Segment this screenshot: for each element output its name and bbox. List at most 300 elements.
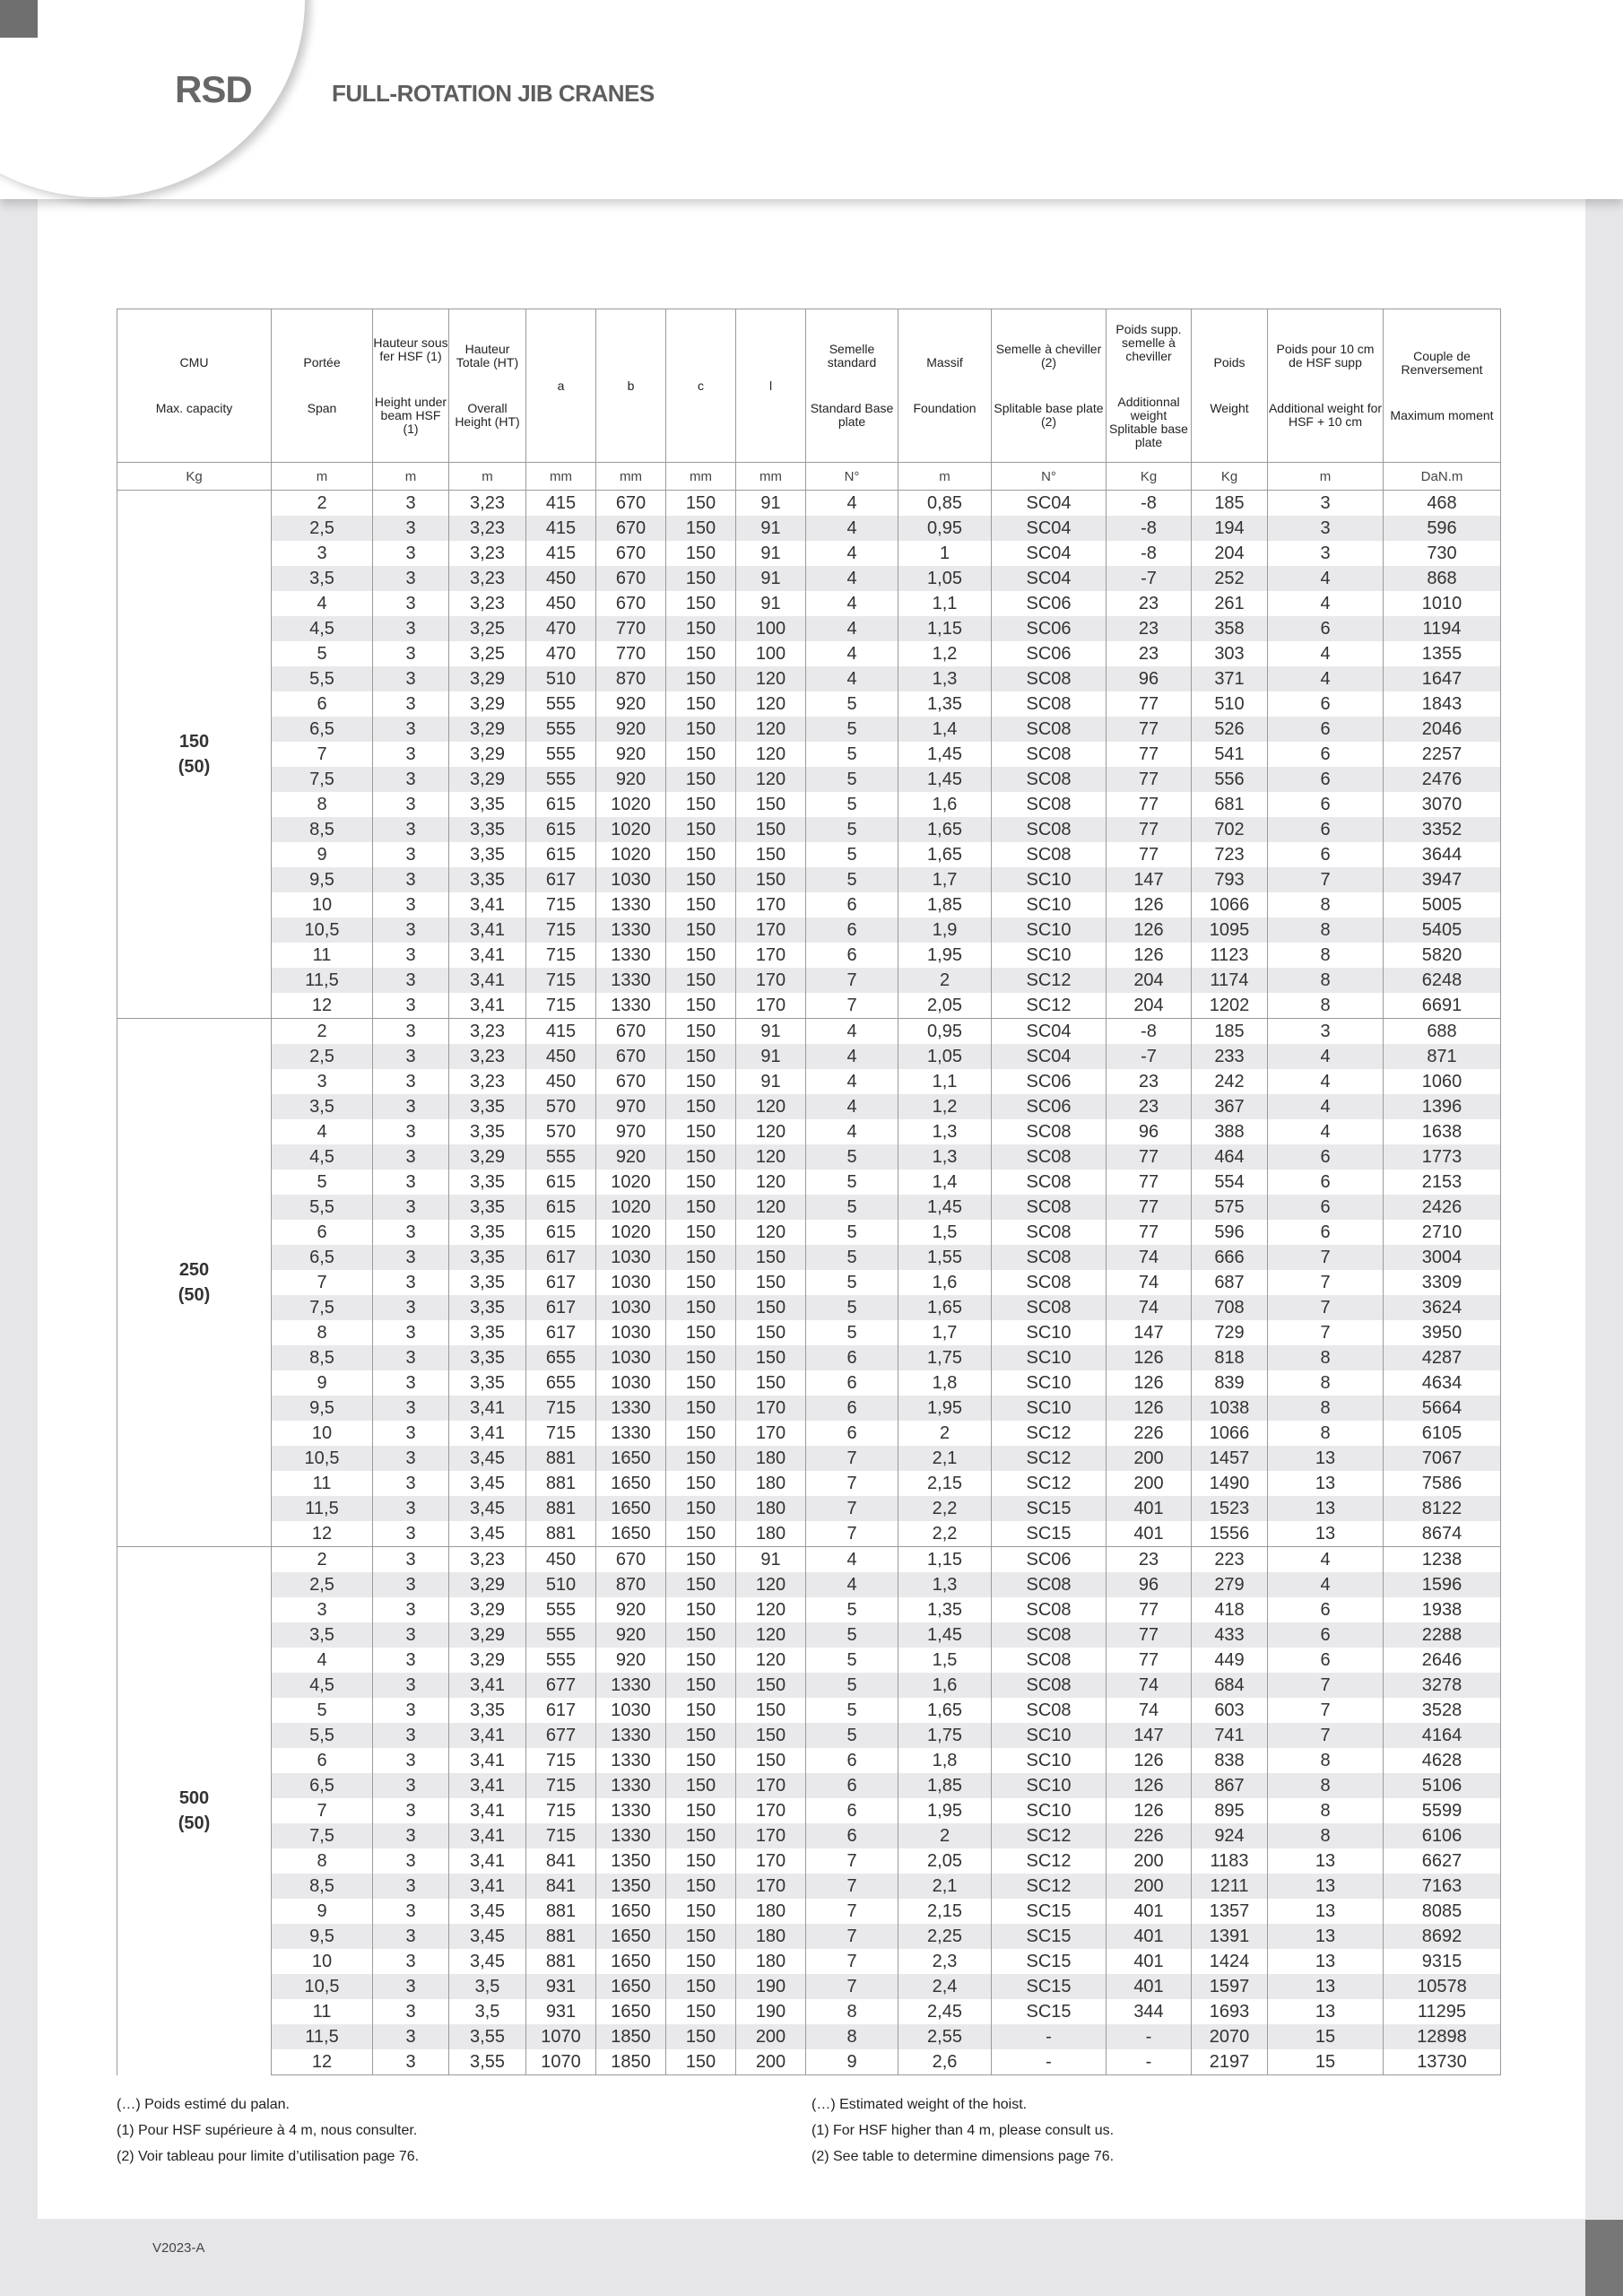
cell-max-moment: 2257 (1384, 742, 1501, 767)
cell-foundation: 1,5 (898, 1648, 992, 1673)
table-row (117, 1220, 1501, 1245)
cell-add-weight-hsf: 8 (1268, 1748, 1384, 1773)
cell-a: 715 (526, 993, 596, 1019)
cell-a: 415 (526, 541, 596, 566)
cell-a: 570 (526, 1094, 596, 1119)
cell-b: 1650 (596, 1446, 666, 1471)
table-body (117, 491, 1501, 2075)
cell-add-weight-hsf: 3 (1268, 491, 1384, 517)
cell-weight: 1066 (1192, 1421, 1268, 1446)
cell-base-plate: 7 (806, 1496, 898, 1521)
cell-add-weight-plate: 126 (1107, 918, 1192, 943)
cell-add-weight-hsf: 13 (1268, 1471, 1384, 1496)
cell-c: 150 (666, 1823, 736, 1848)
table-row (117, 566, 1501, 591)
cell-add-weight-plate: 77 (1107, 1622, 1192, 1648)
cell-l: 91 (736, 591, 806, 616)
cell-a: 470 (526, 641, 596, 666)
cell-base-plate: 4 (806, 1547, 898, 1573)
hoist-weight: (50) (178, 1285, 211, 1305)
cell-l: 120 (736, 1144, 806, 1170)
cell-add-weight-hsf: 6 (1268, 1195, 1384, 1220)
table-row (117, 842, 1501, 867)
cell-splitable-plate: SC06 (992, 1094, 1107, 1119)
cell-b: 1650 (596, 1999, 666, 2024)
cell-hsf: 3 (373, 1320, 449, 1345)
cell-a: 881 (526, 1521, 596, 1547)
cell-overall-height: 3,35 (449, 842, 526, 867)
table-row (117, 1521, 1501, 1547)
cell-weight: 1183 (1192, 1848, 1268, 1874)
cell-hsf: 3 (373, 1874, 449, 1899)
cell-c: 150 (666, 943, 736, 968)
cell-add-weight-hsf: 4 (1268, 566, 1384, 591)
cell-hsf: 3 (373, 1949, 449, 1974)
cell-base-plate: 5 (806, 1648, 898, 1673)
cell-base-plate: 4 (806, 1094, 898, 1119)
cell-max-moment: 730 (1384, 541, 1501, 566)
cell-a: 655 (526, 1370, 596, 1396)
cell-max-moment: 8692 (1384, 1924, 1501, 1949)
cell-max-moment: 1238 (1384, 1547, 1501, 1573)
cell-foundation: 2,1 (898, 1446, 992, 1471)
cell-hsf: 3 (373, 1370, 449, 1396)
cell-span: 2 (272, 1547, 373, 1573)
cell-c: 150 (666, 1974, 736, 1999)
cell-l: 120 (736, 717, 806, 742)
cell-span: 7,5 (272, 767, 373, 792)
cell-a: 615 (526, 842, 596, 867)
cell-max-moment: 2153 (1384, 1170, 1501, 1195)
cell-max-moment: 2646 (1384, 1648, 1501, 1673)
cell-a: 715 (526, 1421, 596, 1446)
cell-foundation: 1,7 (898, 1320, 992, 1345)
cell-a: 555 (526, 767, 596, 792)
cell-overall-height: 3,35 (449, 1170, 526, 1195)
cell-foundation: 1,95 (898, 943, 992, 968)
cell-splitable-plate: SC08 (992, 767, 1107, 792)
cell-weight: 223 (1192, 1547, 1268, 1573)
cell-max-moment: 868 (1384, 566, 1501, 591)
cell-c: 150 (666, 1698, 736, 1723)
cell-a: 510 (526, 666, 596, 691)
cell-add-weight-hsf: 3 (1268, 1019, 1384, 1045)
cell-l: 170 (736, 968, 806, 993)
cell-l: 170 (736, 943, 806, 968)
cell-b: 670 (596, 566, 666, 591)
cell-max-moment: 1938 (1384, 1597, 1501, 1622)
cell-add-weight-plate: 126 (1107, 1345, 1192, 1370)
cell-foundation: 1,05 (898, 1044, 992, 1069)
cell-b: 670 (596, 1019, 666, 1045)
cell-c: 150 (666, 892, 736, 918)
cell-foundation: 2,05 (898, 1848, 992, 1874)
cell-c: 150 (666, 491, 736, 517)
cell-a: 555 (526, 742, 596, 767)
cell-splitable-plate: SC10 (992, 1396, 1107, 1421)
cell-max-moment: 1773 (1384, 1144, 1501, 1170)
cell-foundation: 1,95 (898, 1396, 992, 1421)
cell-a: 615 (526, 1220, 596, 1245)
cell-add-weight-plate: -7 (1107, 1044, 1192, 1069)
cell-a: 470 (526, 616, 596, 641)
cell-add-weight-hsf: 7 (1268, 1698, 1384, 1723)
cell-hsf: 3 (373, 767, 449, 792)
cell-a: 415 (526, 491, 596, 517)
cell-hsf: 3 (373, 1974, 449, 1999)
cell-a: 450 (526, 1069, 596, 1094)
table-row (117, 1773, 1501, 1798)
cell-add-weight-plate: 77 (1107, 1648, 1192, 1673)
cell-hsf: 3 (373, 1622, 449, 1648)
cell-span: 10 (272, 892, 373, 918)
cell-overall-height: 3,41 (449, 1798, 526, 1823)
specification-table (117, 309, 1501, 2075)
cell-hsf: 3 (373, 1044, 449, 1069)
cell-max-moment: 1060 (1384, 1069, 1501, 1094)
table-row (117, 867, 1501, 892)
cell-splitable-plate: SC04 (992, 491, 1107, 517)
table-row (117, 1144, 1501, 1170)
cell-splitable-plate: SC08 (992, 1119, 1107, 1144)
cell-max-moment: 9315 (1384, 1949, 1501, 1974)
cell-base-plate: 7 (806, 1924, 898, 1949)
note-line: (1) For HSF higher than 4 m, please consult us. (812, 2123, 1115, 2138)
cell-add-weight-hsf: 13 (1268, 1949, 1384, 1974)
cell-max-moment: 5106 (1384, 1773, 1501, 1798)
note-line: (…) Poids estimé du palan. (117, 2097, 290, 2112)
page-tab-marker (1585, 2220, 1623, 2296)
cell-foundation: 1,85 (898, 892, 992, 918)
table-row (117, 1345, 1501, 1370)
cell-base-plate: 5 (806, 1622, 898, 1648)
cell-splitable-plate: SC10 (992, 1748, 1107, 1773)
cell-c: 150 (666, 2024, 736, 2049)
cell-a: 415 (526, 1019, 596, 1045)
cell-base-plate: 4 (806, 616, 898, 641)
cell-l: 91 (736, 1547, 806, 1573)
cell-add-weight-plate: 77 (1107, 691, 1192, 717)
cell-a: 450 (526, 1547, 596, 1573)
cell-b: 670 (596, 1069, 666, 1094)
cell-splitable-plate: SC15 (992, 1974, 1107, 1999)
cell-base-plate: 6 (806, 1396, 898, 1421)
cell-splitable-plate: SC08 (992, 792, 1107, 817)
cell-l: 120 (736, 1119, 806, 1144)
cell-hsf: 3 (373, 1069, 449, 1094)
cell-span: 8 (272, 1320, 373, 1345)
cell-l: 190 (736, 1974, 806, 1999)
cell-max-moment: 6106 (1384, 1823, 1501, 1848)
cell-max-moment: 7163 (1384, 1874, 1501, 1899)
cell-b: 1030 (596, 1320, 666, 1345)
cell-splitable-plate: SC08 (992, 691, 1107, 717)
cell-b: 1020 (596, 1220, 666, 1245)
cell-splitable-plate: SC08 (992, 1245, 1107, 1270)
table-row (117, 666, 1501, 691)
cell-c: 150 (666, 641, 736, 666)
cell-b: 1650 (596, 1974, 666, 1999)
cell-base-plate: 4 (806, 1019, 898, 1045)
cell-add-weight-hsf: 6 (1268, 691, 1384, 717)
cell-add-weight-plate: 344 (1107, 1999, 1192, 2024)
cell-overall-height: 3,23 (449, 1547, 526, 1573)
cell-span: 4 (272, 1119, 373, 1144)
cell-l: 91 (736, 491, 806, 517)
cell-span: 8,5 (272, 1874, 373, 1899)
table-row (117, 1170, 1501, 1195)
cell-l: 180 (736, 1899, 806, 1924)
capacity-cell (117, 1019, 272, 1547)
cell-hsf: 3 (373, 717, 449, 742)
cell-weight: 839 (1192, 1370, 1268, 1396)
cell-span: 6 (272, 1220, 373, 1245)
table-row (117, 1622, 1501, 1648)
cell-b: 1350 (596, 1874, 666, 1899)
cell-add-weight-plate: 147 (1107, 1723, 1192, 1748)
cell-base-plate: 5 (806, 867, 898, 892)
cell-a: 715 (526, 1773, 596, 1798)
cell-max-moment: 5664 (1384, 1396, 1501, 1421)
cell-l: 180 (736, 1924, 806, 1949)
cell-add-weight-hsf: 6 (1268, 717, 1384, 742)
cell-splitable-plate: SC10 (992, 1798, 1107, 1823)
cell-hsf: 3 (373, 691, 449, 717)
cell-b: 1330 (596, 1748, 666, 1773)
cell-span: 7 (272, 1798, 373, 1823)
cell-c: 150 (666, 968, 736, 993)
cell-weight: 575 (1192, 1195, 1268, 1220)
cell-c: 150 (666, 717, 736, 742)
cell-add-weight-hsf: 13 (1268, 1999, 1384, 2024)
cell-l: 91 (736, 1044, 806, 1069)
cell-weight: 554 (1192, 1170, 1268, 1195)
cell-foundation: 1,95 (898, 1798, 992, 1823)
cell-max-moment: 871 (1384, 1044, 1501, 1069)
cell-foundation: 1,15 (898, 1547, 992, 1573)
cell-hsf: 3 (373, 1547, 449, 1573)
cell-span: 4,5 (272, 616, 373, 641)
cell-add-weight-hsf: 8 (1268, 892, 1384, 918)
cell-c: 150 (666, 767, 736, 792)
note-line: (2) Voir tableau pour limite d’utilisation page 76. (117, 2149, 420, 2164)
cell-l: 170 (736, 1773, 806, 1798)
cell-b: 1030 (596, 1245, 666, 1270)
table-row (117, 2024, 1501, 2049)
cell-add-weight-plate: 77 (1107, 1195, 1192, 1220)
cell-l: 150 (736, 1723, 806, 1748)
cell-overall-height: 3,29 (449, 666, 526, 691)
cell-c: 150 (666, 1597, 736, 1622)
cell-add-weight-plate: 226 (1107, 1421, 1192, 1446)
cell-base-plate: 4 (806, 541, 898, 566)
unit-cell: m (449, 463, 526, 491)
cell-add-weight-hsf: 7 (1268, 867, 1384, 892)
cell-add-weight-plate: 126 (1107, 892, 1192, 918)
cell-span: 3,5 (272, 566, 373, 591)
cell-hsf: 3 (373, 591, 449, 616)
cell-splitable-plate: SC08 (992, 1220, 1107, 1245)
cell-splitable-plate: SC15 (992, 1949, 1107, 1974)
cell-l: 150 (736, 1748, 806, 1773)
cell-splitable-plate: SC08 (992, 742, 1107, 767)
cell-hsf: 3 (373, 1924, 449, 1949)
table-row (117, 1370, 1501, 1396)
cell-max-moment: 3947 (1384, 867, 1501, 892)
cell-max-moment: 12898 (1384, 2024, 1501, 2049)
cell-add-weight-hsf: 4 (1268, 641, 1384, 666)
col-header-overall-height: Hauteur Totale (HT) Overall Height (HT) (449, 309, 526, 463)
cell-base-plate: 5 (806, 1295, 898, 1320)
cell-b: 1330 (596, 1823, 666, 1848)
cell-l: 150 (736, 1673, 806, 1698)
cell-span: 3 (272, 541, 373, 566)
cell-overall-height: 3,35 (449, 1195, 526, 1220)
cell-weight: 449 (1192, 1648, 1268, 1673)
cell-base-plate: 5 (806, 817, 898, 842)
cell-overall-height: 3,29 (449, 1648, 526, 1673)
unit-cell: Kg (1192, 463, 1268, 491)
cell-overall-height: 3,41 (449, 943, 526, 968)
cell-base-plate: 8 (806, 2024, 898, 2049)
cell-add-weight-plate: 126 (1107, 1396, 1192, 1421)
cell-add-weight-hsf: 8 (1268, 1345, 1384, 1370)
cell-b: 1330 (596, 1798, 666, 1823)
cell-add-weight-hsf: 7 (1268, 1245, 1384, 1270)
table-row (117, 516, 1501, 541)
cell-add-weight-plate: 126 (1107, 1798, 1192, 1823)
table-row (117, 792, 1501, 817)
cell-a: 715 (526, 1748, 596, 1773)
cell-a: 450 (526, 566, 596, 591)
cell-base-plate: 7 (806, 1848, 898, 1874)
cell-foundation: 1,35 (898, 691, 992, 717)
cell-c: 150 (666, 1496, 736, 1521)
cell-l: 91 (736, 566, 806, 591)
cell-add-weight-hsf: 8 (1268, 1396, 1384, 1421)
cell-hsf: 3 (373, 742, 449, 767)
cell-overall-height: 3,23 (449, 591, 526, 616)
cell-span: 9,5 (272, 1396, 373, 1421)
cell-overall-height: 3,35 (449, 1094, 526, 1119)
cell-foundation: 1,4 (898, 717, 992, 742)
hoist-weight: (50) (178, 757, 211, 777)
cell-max-moment: 1396 (1384, 1094, 1501, 1119)
cell-c: 150 (666, 1195, 736, 1220)
unit-cell: mm (596, 463, 666, 491)
cell-weight: 1202 (1192, 993, 1268, 1019)
table-row (117, 1748, 1501, 1773)
cell-base-plate: 7 (806, 1446, 898, 1471)
table-row (117, 1798, 1501, 1823)
cell-add-weight-plate: 23 (1107, 1094, 1192, 1119)
unit-cell: m (1268, 463, 1384, 491)
cell-b: 870 (596, 1572, 666, 1597)
cell-a: 617 (526, 1245, 596, 1270)
cell-b: 770 (596, 641, 666, 666)
cell-splitable-plate: SC10 (992, 867, 1107, 892)
cell-max-moment: 5820 (1384, 943, 1501, 968)
cell-c: 150 (666, 1044, 736, 1069)
table-row (117, 616, 1501, 641)
cell-b: 1330 (596, 993, 666, 1019)
cell-max-moment: 1647 (1384, 666, 1501, 691)
table-row (117, 1446, 1501, 1471)
units-row (117, 463, 1501, 491)
cell-overall-height: 3,35 (449, 1320, 526, 1345)
cell-a: 715 (526, 1823, 596, 1848)
cell-a: 677 (526, 1673, 596, 1698)
cell-max-moment: 3624 (1384, 1295, 1501, 1320)
cell-l: 100 (736, 641, 806, 666)
cell-overall-height: 3,23 (449, 1019, 526, 1045)
cell-foundation: 1,65 (898, 1295, 992, 1320)
cell-a: 841 (526, 1874, 596, 1899)
cell-span: 3 (272, 1597, 373, 1622)
cell-base-plate: 4 (806, 641, 898, 666)
cell-hsf: 3 (373, 1773, 449, 1798)
table-row (117, 2049, 1501, 2075)
cell-foundation: 1,45 (898, 1622, 992, 1648)
cell-add-weight-hsf: 6 (1268, 767, 1384, 792)
table-row (117, 1698, 1501, 1723)
cell-overall-height: 3,23 (449, 516, 526, 541)
cell-foundation: 1,3 (898, 1119, 992, 1144)
cell-c: 150 (666, 1572, 736, 1597)
cell-b: 670 (596, 541, 666, 566)
cell-hsf: 3 (373, 1421, 449, 1446)
cell-add-weight-plate: 74 (1107, 1245, 1192, 1270)
cell-hsf: 3 (373, 1245, 449, 1270)
cell-splitable-plate: SC08 (992, 1597, 1107, 1622)
cell-foundation: 1,8 (898, 1748, 992, 1773)
cell-b: 1350 (596, 1848, 666, 1874)
cell-span: 3 (272, 1069, 373, 1094)
cell-foundation: 2,25 (898, 1924, 992, 1949)
cell-overall-height: 3,23 (449, 1044, 526, 1069)
cell-add-weight-hsf: 8 (1268, 943, 1384, 968)
cell-l: 170 (736, 1421, 806, 1446)
cell-c: 150 (666, 993, 736, 1019)
cell-l: 150 (736, 842, 806, 867)
cell-l: 180 (736, 1496, 806, 1521)
cell-hsf: 3 (373, 1823, 449, 1848)
cell-foundation: 1,45 (898, 742, 992, 767)
cell-l: 120 (736, 767, 806, 792)
cell-add-weight-plate: 200 (1107, 1874, 1192, 1899)
cell-weight: 194 (1192, 516, 1268, 541)
cell-add-weight-hsf: 3 (1268, 541, 1384, 566)
cell-foundation: 1,2 (898, 641, 992, 666)
cell-overall-height: 3,29 (449, 1144, 526, 1170)
cell-foundation: 2,15 (898, 1471, 992, 1496)
cell-span: 6,5 (272, 1773, 373, 1798)
cell-max-moment: 8674 (1384, 1521, 1501, 1547)
cell-add-weight-plate: 77 (1107, 817, 1192, 842)
cell-overall-height: 3,5 (449, 1999, 526, 2024)
cell-span: 4 (272, 1648, 373, 1673)
cell-splitable-plate: SC10 (992, 943, 1107, 968)
cell-b: 920 (596, 767, 666, 792)
cell-weight: 358 (1192, 616, 1268, 641)
cell-splitable-plate: SC08 (992, 666, 1107, 691)
cell-c: 150 (666, 2049, 736, 2075)
cell-base-plate: 7 (806, 1471, 898, 1496)
cell-b: 1030 (596, 1370, 666, 1396)
cell-add-weight-plate: 23 (1107, 1069, 1192, 1094)
table-row (117, 892, 1501, 918)
cell-weight: 1066 (1192, 892, 1268, 918)
